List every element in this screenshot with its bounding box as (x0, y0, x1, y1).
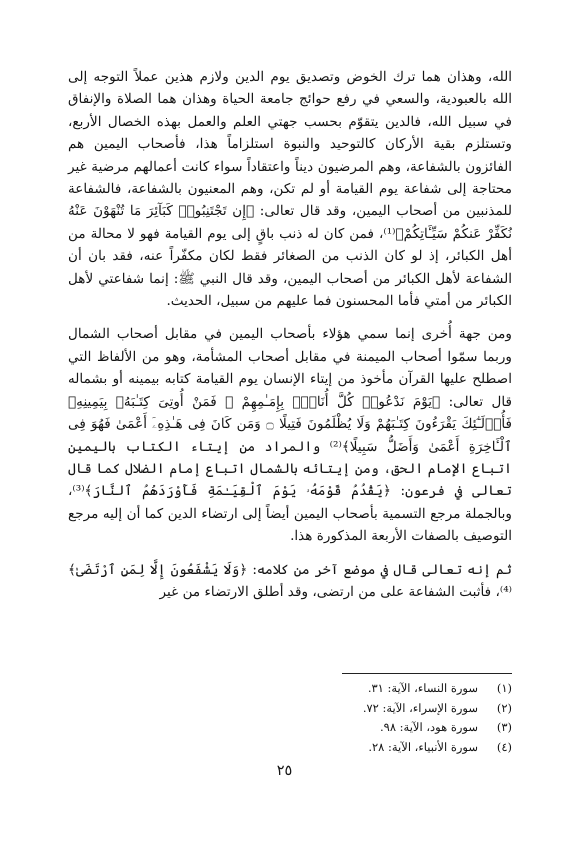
footnote-item (240, 699, 512, 719)
footnote-text: سورة الأنبياء، الآية: ٢٨. (368, 739, 478, 754)
paragraph-1: الله، وهذان هما ترك الخوض وتصديق يوم الدين ولازم هذين عملاً التوجه إلى الله بالعبودية، والسعي في رفع حوائج جامعة الحياة وهذان هما الصلاة والإنفاق في سبيل الله، فالدين يتقوّم بحسب جهتي العلم والعمل بهذه الخصال الأربع، وتستلزم بقية الأركان كالتوحيد والنبوة استلزاماً هذا، فأصحاب اليمين هم الفائزون بالشفاعة، وهم المرضيون ديناً واعتقاداً سواء كانت أعمالهم مرضية غير محتاجة إلى شفاعة يوم القيامة أو لم تكن، وهم المعنيون بالشفاعة، فالشفاعة للمذنبين من أصحاب اليمين، وقد قال تعالى: ﴿إِن تَجْتَنِبُوا۟ كَبَآئِرَ مَا تُنْهَوْنَ عَنْهُ نُكَفِّرْ عَنكُمْ سَيِّـَٔاتِكُمْ﴾⁽¹⁾، فمن كان له ذنب باقٍ إلى يوم القيامة فهو لا محالة من أهل الكبائر، إذ لو كان الذنب من الصغائر فقط لكان مكفّراً عنه، فقد بان أن الشفاعة لأهل الكبائر من أصحاب اليمين، وقد قال النبي ﷺ: إنما شفاعتي لأهل الكبائر من أمتي فأما المحسنون فما عليهم من سبيل، الحديث. (68, 69, 512, 310)
footnote-text: سورة الإسراء، الآية: ٧٢. (362, 700, 478, 715)
paragraph-2: ومن جهة أُخرى إنما سمي هؤلاء بأصحاب اليمين في مقابل أصحاب الشمال وربما سمّوا أصحاب الميمنة في مقابل أصحاب المشأمة، وهو من الألفاظ التي اصطلح عليها القرآن مأخوذ من إيتاء الإنسان يوم القيامة كتابه بيمينه أو بشماله قال تعالى: ﴿يَوْمَ نَدْعُوا۟ كُلَّ أُنَاسٍۭ بِإِمَـٰمِهِمْ ۖ فَمَنْ أُوتِىَ كِتَـٰبَهُۥ بِيَمِينِهِۦ فَأُو۟لَـٰٓئِكَ يَقْرَءُونَ كِتَـٰبَهُمْ وَلَا يُظْلَمُونَ فَتِيلًا ۝ وَمَن كَانَ فِى هَـٰذِهِۦٓ أَعْمَىٰ فَهُوَ فِى ٱلْـَٔاخِرَةِ أَعْمَىٰ وَأَضَلُّ سَبِيلًا﴾⁽²⁾ والمراد من إيتاء الكتاب باليمين اتباع الإمام الحق، ومن إيتائه بالشمال اتباع إمام الضلال كما قال تعالى في فرعون: ﴿يَقْدُمُ قَوْمَهُۥ يَوْمَ ٱلْقِيَـٰمَةِ فَأَوْرَدَهُمُ ٱلنَّارَ﴾⁽³⁾، وبالجملة مرجع التسمية بأصحاب اليمين أيضاً إلى ارتضاء الدين كما أن إليه مرجع التوصيف بالصفات الأربعة المذكورة هذا. (68, 326, 512, 545)
footnote-item (240, 679, 512, 699)
paragraph-3: ثم إنه تعالى قال في موضع آخر من كلامه: ﴿وَلَا يَشْفَعُونَ إِلَّا لِمَنِ ٱرْتَضَىٰ﴾⁽⁴⁾، فأثبت الشفاعة على من ارتضى، وقد أطلق الارتضاء من غير (68, 561, 512, 600)
page-number: ٢٥ (276, 763, 293, 779)
footnote-number: (٢) (496, 700, 512, 715)
footnote-divider (342, 673, 512, 674)
main-text (68, 66, 512, 603)
footnote-text: سورة هود، الآية: ٩٨. (380, 720, 478, 735)
footnote-number: (١) (496, 681, 512, 695)
footnote-number: (٤) (496, 739, 512, 754)
footnote-item (240, 738, 512, 758)
footnote-number: (٣) (496, 720, 512, 735)
footnote-text: سورة النساء، الآية: ٣١. (367, 681, 478, 695)
footnote-item (240, 718, 512, 738)
footnotes (240, 679, 512, 757)
